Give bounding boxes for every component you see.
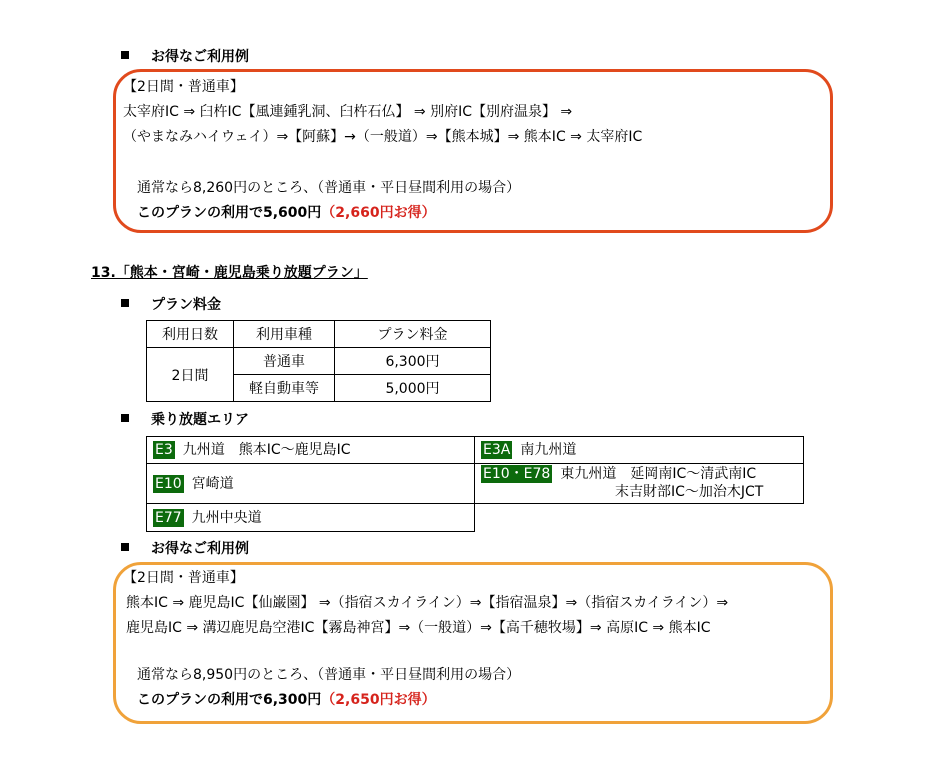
- plan-price-top: [137, 204, 436, 222]
- savings-text: （2,660円お得）: [321, 205, 436, 221]
- fee-heading-text: プラン料金: [151, 297, 221, 313]
- fee-vehicle-cell: 軽自動車等: [234, 375, 335, 402]
- area-cell-empty: [475, 504, 804, 532]
- bullet-square-icon: [121, 51, 129, 59]
- area-heading: [121, 411, 249, 429]
- savings-text: （2,650円お得）: [321, 692, 436, 708]
- route-code-tag: E3: [155, 442, 173, 458]
- area-text: 宮崎道: [191, 476, 234, 492]
- route-code-tag: E3A: [483, 442, 511, 458]
- route-line2-bottom: 鹿児島IC ⇒ 溝辺鹿児島空港IC【霧島神宮】⇒（一般道）⇒【高千穂牧場】⇒ 高原IC ⇒ 熊本IC: [126, 620, 711, 636]
- fee-header-price: プラン料金: [335, 321, 491, 348]
- heading-text: お得なご利用例: [151, 49, 249, 65]
- fee-vehicle-cell: 普通車: [234, 348, 335, 375]
- fee-price-cell: 5,000円: [335, 375, 491, 402]
- fee-header-days: 利用日数: [147, 321, 234, 348]
- route-line2-top: （やまなみハイウェイ）⇒【阿蘇】→（一般道）⇒【熊本城】⇒ 熊本IC ⇒ 太宰府IC: [123, 129, 643, 145]
- example-label-bottom: 【2日間・普通車】: [123, 570, 244, 586]
- area-cell-e3: [147, 437, 475, 464]
- route-code-tag: E77: [155, 510, 182, 526]
- fee-table: [146, 320, 491, 402]
- area-cell-e77: [147, 504, 475, 532]
- area-text: 南九州道: [520, 442, 577, 458]
- area-table: [146, 436, 804, 532]
- bullet-square-icon: [121, 414, 129, 422]
- area-text: 九州道 熊本IC～鹿児島IC: [182, 442, 351, 458]
- area-cell-e10e78: [475, 464, 804, 504]
- plan-price-bottom: [137, 691, 436, 709]
- fee-heading: [121, 296, 221, 314]
- plan-title: [91, 264, 368, 282]
- plan-title-text: 13.「熊本・宮崎・鹿児島乗り放題プラン」: [91, 265, 368, 281]
- example-heading-bottom: [121, 540, 249, 558]
- area-cell-e3a: [475, 437, 804, 464]
- normal-price-bottom: 通常なら8,950円のところ、（普通車・平日昼間利用の場合）: [137, 667, 521, 683]
- area-text: 九州中央道: [191, 510, 262, 526]
- area-text: 東九州道 延岡南IC～清武南IC: [560, 466, 757, 482]
- area-heading-text: 乗り放題エリア: [151, 412, 249, 428]
- plan-price-text: このプランの利用で6,300円: [137, 692, 322, 708]
- route-code-tag: E10: [155, 476, 182, 492]
- fee-header-vehicle: 利用車種: [234, 321, 335, 348]
- bullet-square-icon: [121, 543, 129, 551]
- bullet-square-icon: [121, 299, 129, 307]
- section-heading-top: [121, 48, 249, 66]
- route-code-tag: E10・E78: [483, 466, 551, 482]
- fee-price-cell: 6,300円: [335, 348, 491, 375]
- route-line1-bottom: 熊本IC ⇒ 鹿児島IC【仙巌園】 ⇒（指宿スカイライン）⇒【指宿温泉】⇒（指宿スカイライン）⇒: [126, 595, 729, 611]
- area-cell-e10: [147, 464, 475, 504]
- normal-price-top: 通常なら8,260円のところ、（普通車・平日昼間利用の場合）: [137, 180, 521, 196]
- fee-days-cell: 2日間: [147, 348, 234, 402]
- area-text-2: 末吉財部IC～加治木JCT: [615, 484, 764, 500]
- route-line1-top: 太宰府IC ⇒ 臼杵IC【風連鍾乳洞、臼杵石仏】 ⇒ 別府IC【別府温泉】 ⇒: [123, 104, 573, 120]
- heading-text: お得なご利用例: [151, 541, 249, 557]
- plan-price-text: このプランの利用で5,600円: [137, 205, 322, 221]
- example-label-top: 【2日間・普通車】: [123, 79, 244, 95]
